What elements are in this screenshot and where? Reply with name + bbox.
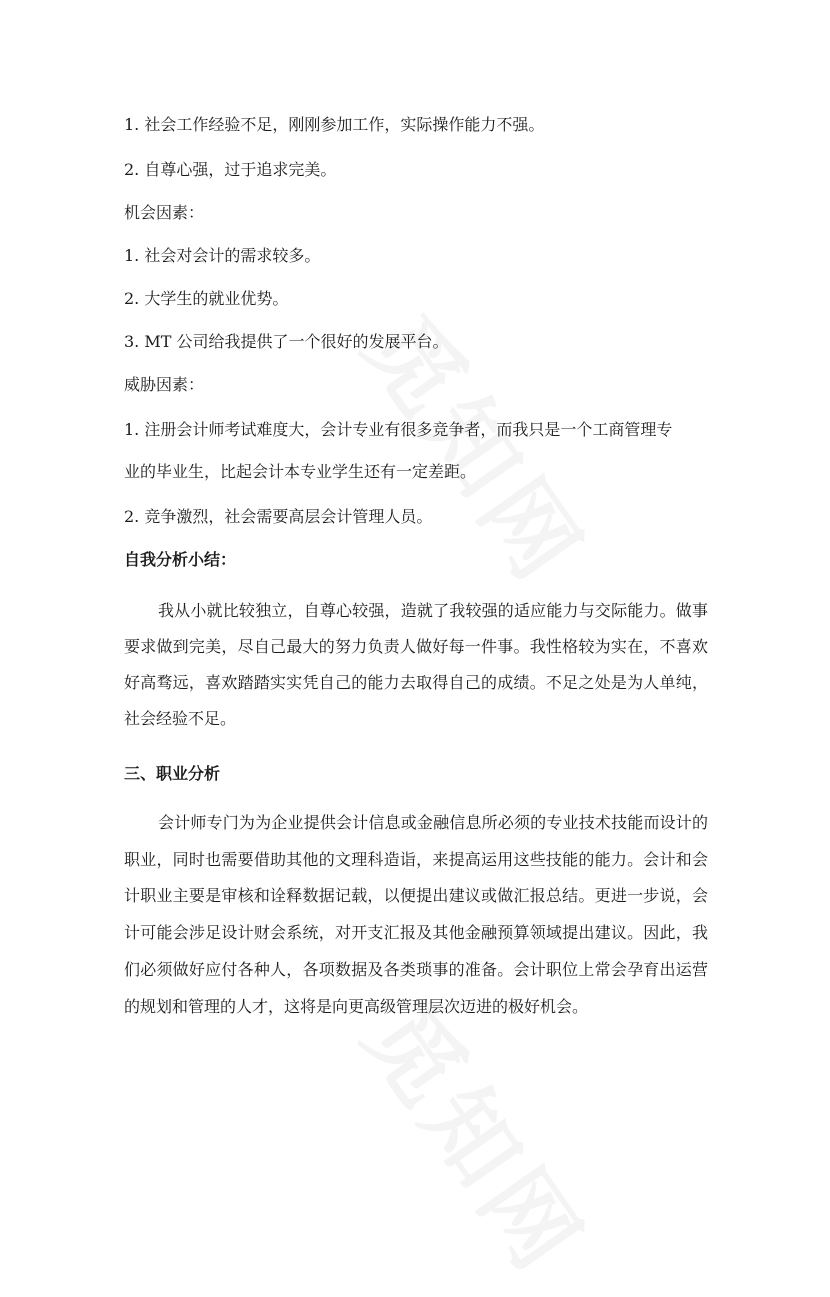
- summary-heading: 自我分析小结：: [124, 550, 237, 569]
- weakness-item-2: 2. 自尊心强，过于追求完美。: [124, 160, 337, 179]
- opportunity-item-1: 1. 社会对会计的需求较多。: [124, 246, 321, 265]
- threat-item-2: 2. 竞争激烈，社会需要高层会计管理人员。: [124, 507, 433, 526]
- opportunity-item-3: 3. MT 公司给我提供了一个很好的发展平台。: [124, 332, 449, 351]
- weakness-item-1: 1. 社会工作经验不足，刚刚参加工作，实际操作能力不强。: [124, 115, 545, 134]
- threat-item-1-line-2: 业的毕业生，比起会计本专业学生还有一定差距。: [124, 462, 477, 481]
- threat-item-1-line-1: 1. 注册会计师考试难度大，会计专业有很多竞争者，而我只是一个工商管理专: [124, 420, 673, 439]
- opportunity-title: 机会因素：: [124, 203, 205, 222]
- career-paragraph: 会计师专门为为企业提供会计信息或金融信息所必须的专业技术技能而设计的职业，同时也需要借助其他的文理科造诣，来提高运用这些技能的能力。会计和会计职业主要是审核和诠释数据记载，以便提出建议或做汇报总结。更进一步说，会计可能会涉足设计财会系统，对开支汇报及其他金融预算领域提出建议。因此，我们必须做好应付各种人，各项数据及各类琐事的准备。会计职位上常会孕育出运营的规划和管理的人才，这将是向更高级管理层次迈进的极好机会。: [124, 813, 708, 1016]
- opportunity-item-2: 2. 大学生的就业优势。: [124, 289, 289, 308]
- summary-paragraph: 我从小就比较独立，自尊心较强，造就了我较强的适应能力与交际能力。做事要求做到完美，尽自己最大的努力负责人做好每一件事。我性格较为实在，不喜欢好高骛远，喜欢踏踏实实凭自己的能力去取得自己的成绩。不足之处是为人单纯，社会经验不足。: [124, 601, 708, 728]
- threat-title: 威胁因素：: [124, 375, 205, 394]
- career-heading: 三、职业分析: [124, 764, 221, 783]
